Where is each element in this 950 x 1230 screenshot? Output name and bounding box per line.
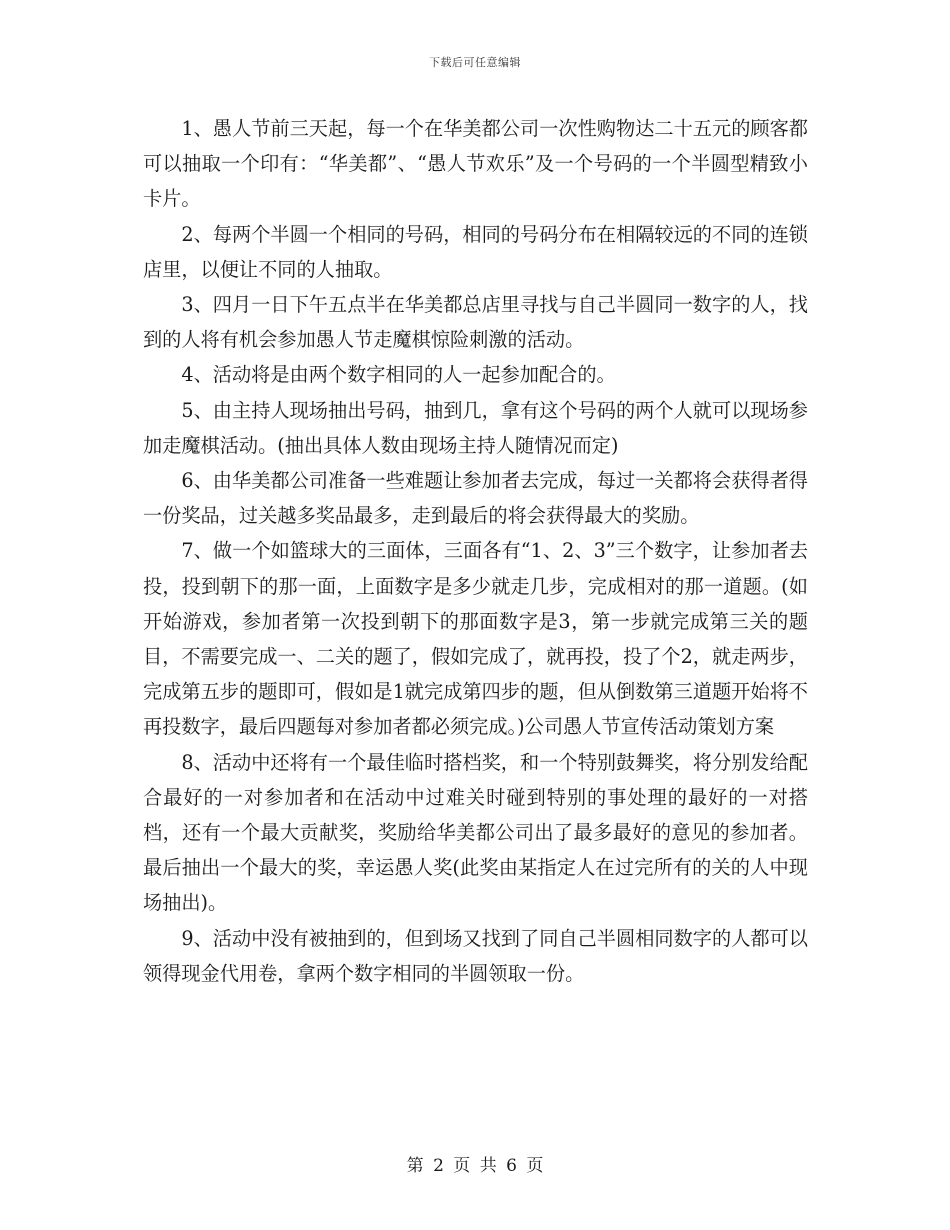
paragraph-2: 2、每两个半圆一个相同的号码，相同的号码分布在相隔较远的不同的连锁店里，以便让不同的人抽取。	[143, 222, 808, 281]
paragraph-6: 6、由华美都公司准备一些难题让参加者去完成，每过一关都将会获得者得一份奖品，过关越多奖品最多，走到最后的将会获得最大的奖励。	[143, 469, 808, 528]
paragraph-8: 8、活动中还将有一个最佳临时搭档奖，和一个特别鼓舞奖，将分别发给配合最好的一对参加者和在活动中过难关时碰到特别的事处理的最好的一对搭档，还有一个最大贡献奖，奖励给华美都公司出了最多最好的意见的参加者。最后抽出一个最大的奖，幸运愚人奖(此奖由某指定人在过完所有的关的人中现场抽出)。	[143, 750, 808, 915]
page-number-footer: 第 2 页 共 6 页	[406, 1156, 544, 1176]
paragraph-3: 3、四月一日下午五点半在华美都总店里寻找与自己半圆同一数字的人，找到的人将有机会参加愚人节走魔棋惊险刺激的活动。	[143, 293, 808, 352]
paragraph-5: 5、由主持人现场抽出号码，抽到几，拿有这个号码的两个人就可以现场参加走魔棋活动。(抽出具体人数由现场主持人随情况而定)	[143, 398, 808, 457]
page-header: 下载后可任意编辑	[429, 56, 521, 69]
paragraph-4: 4、活动将是由两个数字相同的人一起参加配合的。	[181, 363, 616, 387]
paragraph-9: 9、活动中没有被抽到的，但到场又找到了同自己半圆相同数字的人都可以领得现金代用卷，拿两个数字相同的半圆领取一份。	[143, 926, 808, 985]
paragraph-1: 1、愚人节前三天起，每一个在华美都公司一次性购物达二十五元的顾客都可以抽取一个印有：“华美都”、“愚人节欢乐”及一个号码的一个半圆型精致小卡片。	[143, 117, 808, 211]
document-body	[143, 111, 808, 991]
paragraph-7: 7、做一个如篮球大的三面体，三面各有“1、2、3”三个数字，让参加者去投，投到朝下的那一面，上面数字是多少就走几步，完成相对的那一道题。(如开始游戏，参加者第一次投到朝下的那面数字是3，第一步就完成第三关的题目，不需要完成一、二关的题了，假如完成了，就再投，投了个2，就走两步，完成第五步的题即可，假如是1就完成第四步的题，但从倒数第三道题开始将不再投数字，最后四题每对参加者都必须完成。)公司愚人节宣传活动策划方案	[143, 539, 808, 739]
